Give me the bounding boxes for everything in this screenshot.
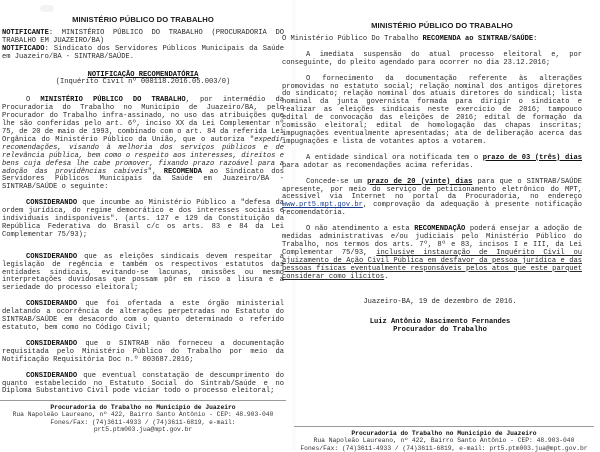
prazo20-pre: Concede-se um <box>306 177 368 186</box>
footer-title: Procuradoria do Trabalho no Município de Juazeiro <box>50 404 236 411</box>
considerando-text: que as eleições sindicais devem respeitar a legislação de regência e também os respectivos estatutos das entidades sindicais, evitando-se lacunas, omissões ou mesmo interpretações duvidosas que possam pôr em risco a lisura e a seriedade do processo eleitoral; <box>2 252 284 293</box>
document-subtitle: (Inquérito Civil nº 000118.2016.05.003/0) <box>55 78 231 87</box>
notificante-label: NOTIFICANTE <box>2 28 49 37</box>
portal-link[interactable]: www.prt5.mpt.gov.br <box>282 201 363 210</box>
considerando-paragraph <box>2 301 284 333</box>
considerando-paragraph <box>2 200 284 240</box>
notificado-line <box>2 46 284 62</box>
place-and-date: Juazeiro-BA, 19 de dezembro de 2016. <box>363 298 517 307</box>
considerando-label: CONSIDERANDO <box>26 371 78 380</box>
considerando-text: que o SINTRAB não forneceu a documentação requisitada pelo Ministério Público do Trabalho por meio da Notificação Requisitória Doc n.º 003687.2016; <box>2 339 284 364</box>
considerando-label: CONSIDERANDO <box>26 199 78 208</box>
intro-paragraph <box>2 97 284 192</box>
mpt-name: MINISTÉRIO PÚBLICO DO TRABALHO <box>40 96 186 105</box>
considerando-paragraph <box>2 254 284 294</box>
considerando-label: CONSIDERANDO <box>26 339 78 348</box>
lead-text: O Ministério Público Do Trabalho <box>282 34 423 43</box>
footer-title: Procuradoria do Trabalho no Município de Juazeiro <box>351 430 537 437</box>
intro-pre: O <box>26 96 41 105</box>
considerando-text: que incumbe ao Ministério Público a "defesa da ordem jurídica, do regime democrático e dos interesses sociais e individuais indisponíveis". (arts. 127 e 129 da Constituição da República Federativa do Brasil c/c os arts. 83 e 84 da Lei Complementar 75/93); <box>2 199 284 239</box>
notificante-value: : MINISTÉRIO PÚBLICO DO TRABALHO (PROCURADORIA DO TRABALHO EM JUAZEIRO/BA) <box>2 28 284 45</box>
footer-address: Rua Napoleão Laureano, nº 422, Bairro Santo Antônio - CEP: 48.903-040 <box>12 411 274 419</box>
deadline-20-days-paragraph <box>282 179 582 219</box>
document-page-1 <box>0 0 292 450</box>
signatory-role: Procurador do Trabalho <box>393 326 487 335</box>
prazo20-bold: prazo de 20 (vinte) dias <box>367 177 473 186</box>
notificado-value: : Sindicato dos Servidores Públicos Municipais da Saúde em Juazeiro/BA - SINTRAB/SAÚDE. <box>2 44 284 61</box>
nao-atendimento-pre: O não atendimento a esta <box>306 225 415 234</box>
recomenda-keyword: RECOMENDA <box>163 167 203 176</box>
lead-bold: RECOMENDA ao SINTRAB/SAÚDE <box>422 34 534 43</box>
considerando-label: CONSIDERANDO <box>26 300 78 309</box>
intro-text-3: ao Sindicato dos Servidores Públicos Municipais da Saúde em Juazeiro/BA - SINTRAB/SAÚDE o seguinte: <box>2 167 284 192</box>
nao-atendimento-underlined: inclusive instauração de Inquérito Civil ou ajuizamento de Ação Civil Pública em desfavor da pessoa jurídica e das pessoas físicas eventualmente responsáveis pelos atos que este parquet considerar como ilícitos <box>282 248 582 281</box>
page-footer <box>294 426 594 452</box>
page-header: MINISTÉRIO PÚBLICO DO TRABALHO <box>72 15 214 24</box>
prazo20-mid: para que o SINTRAB/SAÚDE apresente, por meio do serviço de peticionamento eletrônico do MPT, acessível via Internet no portal da Procuradoria, no endereço <box>282 177 582 202</box>
recommendation-item-documents: O fornecimento da documentação referente às alterações promovidas no estatuto social; relação nominal dos antigos diretores do sindicato; relação nominal dos atuais diretores do sindical; lista nominal da junta governista formada para dirigir o sindicato e realizar as eleições sindicais neste exercício de 2016; tampouco edital de convocação das eleições de 2016; edital de formação da comissão eleitoral; edital de homologação das chapas inscritas; impugnações eventualmente apresentadas; ata de deliberação acerca das impugnações e lista de votantes aptos a votarem. <box>282 74 582 146</box>
notificante-line <box>2 30 284 46</box>
considerando-paragraph <box>2 341 284 365</box>
page-header: MINISTÉRIO PÚBLICO DO TRABALHO <box>371 21 513 30</box>
considerando-label: CONSIDERANDO <box>26 252 78 261</box>
notificado-label: NOTIFICADO <box>2 44 45 53</box>
page-footer <box>0 400 286 434</box>
prazo3-bold: prazo de 03 (três) dias <box>482 153 582 162</box>
recomendacao-keyword: RECOMENDAÇÃO <box>414 225 466 234</box>
considerando-text: que eventual constatação de descumprimento do quanto estabelecido no Estatuto Social do Sintrab/Saúde e no Diploma Substantivo Civil pode viciar todo o processo eleitoral; <box>2 371 284 396</box>
intro-quote: expedir recomendações, visando à melhoria dos serviços públicos e de relevância pública, bem como o respeito aos interesses, direitos e bens cuja defesa lhe cabe promover, fixando prazo razoável para a adoção das providências cabíveis <box>2 135 284 176</box>
signatory-name: Luiz Antônio Nascimento Fernandes <box>369 318 511 327</box>
nao-atendimento-post: . <box>384 272 389 281</box>
deadline-3-days-paragraph <box>282 155 582 171</box>
recommendation-item-suspension: A imediata suspensão do atual processo eleitoral e, por conseguinte, do pleito agendado para ocorrer no dia 23.12.2016; <box>282 50 582 67</box>
lead-end: : <box>533 34 538 43</box>
document-title: NOTIFICAÇÃO RECOMENDATÓRIA <box>87 70 199 79</box>
prazo20-post: , comprovação da adequação à presente notificação recomendatória. <box>282 201 582 218</box>
considerando-paragraph <box>2 373 284 397</box>
considerando-text: que foi ofertada a este órgão ministerial delatando a ocorrência de alterações perpetradas no Estatuto do SINTRAB/SAÚDE em desacordo com o quanto determinado o referido estatuto, bem como no Código Civil; <box>2 300 284 332</box>
document-page-2 <box>282 0 600 452</box>
prazo3-post: para adotar as recomendações acima referidas. <box>282 161 474 170</box>
recommendation-lead <box>282 36 582 44</box>
intro-text-1: , por intermédio da Procuradoria do Trabalho no Município de Juazeiro/BA, pelo Procurador do Trabalho infra-assinado, no uso das atribuições que lhe são conferidas pelo art. 6º, inciso XX da Lei Complementar nº 75, de 20 de maio de 1993, combinado com o art. 84 da referida Lei Orgânica do Ministério Público da União, que o autoriza " <box>2 96 284 144</box>
prazo3-pre: A entidade sindical ora notificada tem o <box>306 153 483 162</box>
footer-address: Rua Napoleão Laureano, nº 422, Bairro Santo Antônio - CEP: 48.903-040 <box>313 437 575 445</box>
non-compliance-paragraph <box>282 226 582 281</box>
footer-contact: Fones/Fax: (74)3611-4933 / (74)3611-6819, e-mail: prt5.ptm003.jua@mpt.gov.br <box>50 418 236 434</box>
intro-text-2: ", <box>147 167 164 176</box>
nao-atendimento-mid: poderá ensejar a adoção de medidas administrativas e/ou judiciais pelo Ministério Público do Trabalho, nos termos dos arts. 7º, 8º e 83, incisos I e III, da Lei Complementar 75/93, <box>282 225 582 257</box>
footer-contact: Fones/Fax: (74)3611-4933 / (74)3611-6819, e-mail: prt5.ptm003.jua@mpt.gov.br <box>300 444 588 452</box>
